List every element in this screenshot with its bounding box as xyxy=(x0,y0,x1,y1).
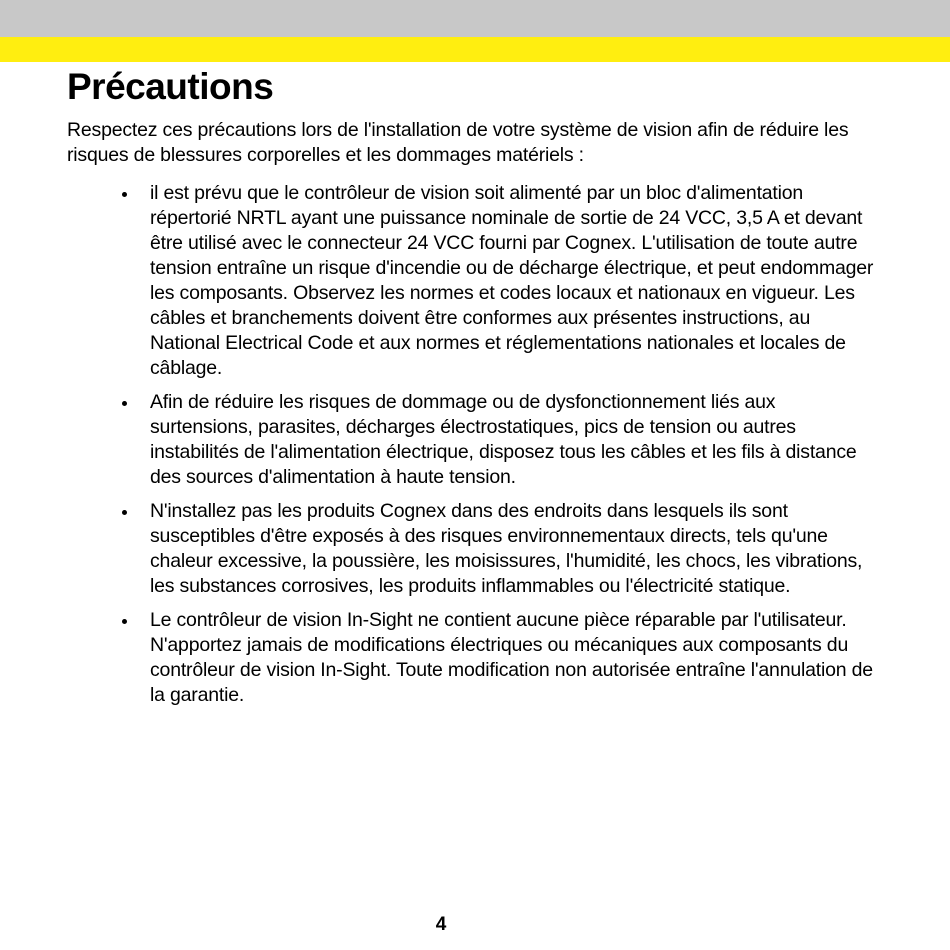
list-item xyxy=(0,390,878,490)
list-item xyxy=(0,181,878,381)
precautions-list xyxy=(0,181,950,717)
list-item-text: Afin de réduire les risques de dommage ou de dysfonctionnement liés aux surtensions, parasites, décharges électrostatiques, pics de tension ou autres instabilités de l'alimentation électrique, disposez tous les câbles et les fils à distance des sources d'alimentation à haute tension. xyxy=(150,391,857,488)
page-number: 4 xyxy=(435,914,447,935)
list-item-text: Le contrôleur de vision In-Sight ne contient aucune pièce réparable par l'utilisateur. N'apportez jamais de modifications électriques ou mécaniques aux composants du contrôleur de vision In-Sight. Toute modification non autorisée entraîne l'annulation de la garantie. xyxy=(150,609,873,706)
list-item xyxy=(0,608,878,708)
page-title: Précautions xyxy=(67,66,274,107)
list-item-text: N'installez pas les produits Cognex dans des endroits dans lesquels ils sont susceptibles d'être exposés à des risques environnementaux directs, tels qu'une chaleur excessive, la poussière, les moisissures, l'humidité, les chocs, les vibrations, les substances corrosives, les produits inflammables ou l'électricité statique. xyxy=(150,500,863,597)
bullet-icon xyxy=(122,192,127,197)
header-gray-band xyxy=(0,0,950,37)
bullet-icon xyxy=(122,401,127,406)
list-item xyxy=(0,499,878,599)
bullet-icon xyxy=(122,619,127,624)
intro-paragraph: Respectez ces précautions lors de l'installation de votre système de vision afin de réduire les risques de blessures corporelles et les dommages matériels : xyxy=(67,119,849,166)
header-yellow-band xyxy=(0,37,950,62)
list-item-text: il est prévu que le contrôleur de vision soit alimenté par un bloc d'alimentation répertorié NRTL ayant une puissance nominale de sortie de 24 VCC, 3,5 A et devant être utilisé avec le connecteur 24 VCC fourni par Cognex. L'utilisation de toute autre tension entraîne un risque d'incendie ou de décharge électrique, et peut endommager les composants. Observez les normes et codes locaux et nationaux en vigueur. Les câbles et branchements doivent être conformes aux présentes instructions, au National Electrical Code et aux normes et réglementations nationales et locales de câblage. xyxy=(150,182,874,379)
bullet-icon xyxy=(122,510,127,515)
